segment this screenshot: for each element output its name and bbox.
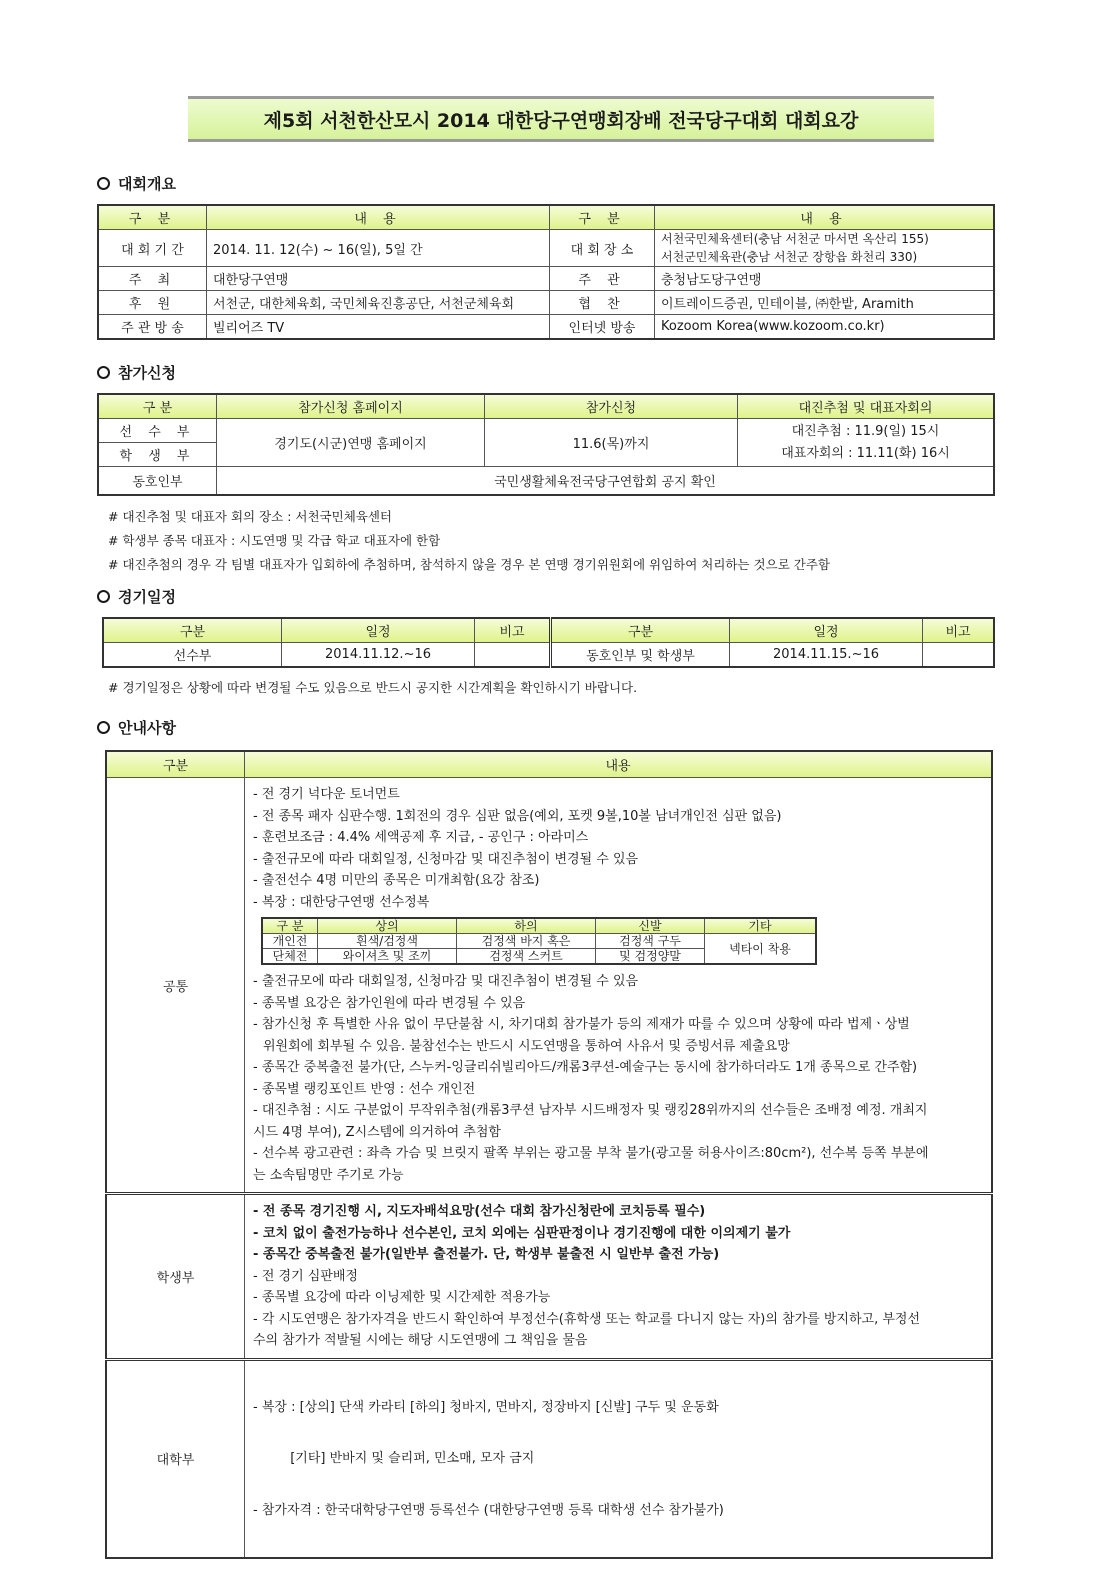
meeting-line: 대표자회의 : 11.11(화) 16시 xyxy=(781,445,950,461)
header-cell: 구분 xyxy=(103,618,282,643)
circle-bullet-icon xyxy=(97,177,110,190)
entry-notes xyxy=(108,505,830,577)
rule-line: - 전 종목 경기진행 시, 지도자배석요망(선수 대회 참가신청란에 코치등록 필수) xyxy=(253,1204,706,1219)
division-cell: 동호인부 xyxy=(98,467,217,496)
schedule-cell: 선수부 xyxy=(103,643,282,668)
header-cell: 비고 xyxy=(475,618,551,643)
schedule-cell: 2014.11.15.~16 xyxy=(730,643,923,668)
dress-cell: 넥타이 착용 xyxy=(705,934,817,965)
rule-line: - 선수복 광고관련 : 좌측 가슴 및 브릿지 팔쪽 부위는 광고물 부착 불가(광고물 허용사이즈:80cm²), 선수복 등쪽 부분에 xyxy=(253,1146,929,1161)
value-cell: 2014. 11. 12(수) ~ 16(일), 5일 간 xyxy=(207,230,550,267)
rule-line: - 출전규모에 따라 대회일정, 신청마감 및 대진추첨이 변경될 수 있음 xyxy=(253,974,639,989)
dress-code-table xyxy=(261,917,817,965)
header-cell: 상의 xyxy=(318,918,457,934)
value-cell: 충청남도당구연맹 xyxy=(655,267,995,291)
rule-line: - 각 시도연맹은 참가자격을 반드시 확인하여 부정선수(휴학생 또는 학교를 다니지 않는 자)의 참가를 방지하고, 부정선 xyxy=(253,1311,921,1327)
division-cell: 학 생 부 xyxy=(98,443,217,467)
dress-cell: 검정색 바지 혹은 xyxy=(457,934,596,949)
rule-line: 수의 참가가 적발될 시에는 해당 시도연맹에 그 책임을 물음 xyxy=(253,1333,588,1348)
rule-line: - 복장 : 대한당구연맹 선수정복 xyxy=(253,894,430,910)
schedule-cell: 2014.11.12.~16 xyxy=(282,643,475,668)
rule-line: - 전 경기 넉다운 토너먼트 xyxy=(253,787,400,802)
rule-line: - 코치 없이 출전가능하나 선수본인, 코치 외에는 심판판정이나 경기진행에 대한 이의제기 불가 xyxy=(253,1225,791,1241)
section-label: 참가신청 xyxy=(118,364,176,382)
label-cell: 주 관 xyxy=(550,267,655,291)
schedule-table xyxy=(102,617,995,668)
rule-line: - 종목별 랭킹포인트 반영 : 선수 개인전 xyxy=(253,1081,476,1097)
schedule-cell: 동호인부 및 학생부 xyxy=(551,643,730,668)
circle-bullet-icon xyxy=(97,366,110,379)
label-cell: 협 찬 xyxy=(550,291,655,315)
venue-line: 서천국민체육센터(충남 서천군 마서면 옥산리 155) xyxy=(661,232,929,246)
label-cell: 인터넷 방송 xyxy=(550,315,655,340)
label-cell: 대 회 기 간 xyxy=(98,230,207,267)
schedule-cell xyxy=(475,643,551,668)
header-cell: 하의 xyxy=(457,918,596,934)
section-entry xyxy=(97,362,176,383)
deadline-cell: 11.6(목)까지 xyxy=(485,419,738,467)
rule-line: 시드 4명 부여), Z시스템에 의거하여 추첨함 xyxy=(253,1124,501,1140)
section-schedule xyxy=(97,586,176,607)
college-content xyxy=(245,1359,993,1558)
rule-line: - 종목간 중복출전 불가(일반부 출전불가. 단, 학생부 불출전 시 일반부 출전 가능) xyxy=(253,1247,720,1262)
header-cell: 대진추첨 및 대표자회의 xyxy=(738,394,995,419)
circle-bullet-icon xyxy=(97,590,110,603)
section-label: 안내사항 xyxy=(118,719,176,737)
value-cell: 대한당구연맹 xyxy=(207,267,550,291)
rule-line: 는 소속팀명만 주기로 가능 xyxy=(253,1167,404,1183)
rule-line: - 전 종목 패자 심판수행. 1회전의 경우 심판 없음(예외, 포켓 9볼,10볼 남녀개인전 심판 없음) xyxy=(253,808,782,824)
dress-cell: 검정색 구두 xyxy=(596,934,705,949)
document-title: 제5회 서천한산모시 2014 대한당구연맹회장배 전국당구대회 대회요강 xyxy=(188,96,934,142)
common-label: 공통 xyxy=(106,778,245,1194)
header-cell: 구 분 xyxy=(98,205,207,230)
label-cell: 후 원 xyxy=(98,291,207,315)
header-cell: 일정 xyxy=(282,618,475,643)
dress-cell: 및 검정양말 xyxy=(596,949,705,965)
note-line: # 대진추첨의 경우 각 팀별 대표자가 입회하에 추첨하며, 참석하지 않을 경우 본 연맹 경기위원회에 위임하여 처리하는 것으로 간주함 xyxy=(108,557,830,572)
value-cell: 이트레이드증권, 민테이블, ㈜한밭, Aramith xyxy=(655,291,995,315)
value-cell: 서천군, 대한체육회, 국민체육진흥공단, 서천군체육회 xyxy=(207,291,550,315)
overview-table xyxy=(97,204,995,340)
guide-table xyxy=(105,750,993,1559)
homepage-cell: 경기도(시군)연맹 홈페이지 xyxy=(217,419,485,467)
draw-line: 대진추첨 : 11.9(일) 15시 xyxy=(791,423,940,439)
header-cell: 신발 xyxy=(596,918,705,934)
schedule-cell xyxy=(923,643,995,668)
dress-cell: 검정색 스커트 xyxy=(457,949,596,965)
student-label: 학생부 xyxy=(106,1194,245,1360)
rule-line: - 종목간 중복출전 불가(단, 스누커-잉글리쉬빌리아드/캐롬3쿠션-예술구는 동시에 참가하더라도 1개 종목으로 간주함) xyxy=(253,1060,918,1075)
dress-row-label: 단체전 xyxy=(262,949,318,965)
header-cell: 참가신청 xyxy=(485,394,738,419)
section-label: 대회개요 xyxy=(118,175,176,193)
rule-line: - 참가신청 후 특별한 사유 없이 무단불참 시, 차기대회 참가불가 등의 제재가 따를 수 있으며 상황에 따라 법제ㆍ상벌 xyxy=(253,1017,910,1032)
value-cell: Kozoom Korea(www.kozoom.co.kr) xyxy=(655,315,995,340)
rule-line: - 출전규모에 따라 대회일정, 신청마감 및 대진추첨이 변경될 수 있음 xyxy=(253,851,639,867)
header-cell: 기타 xyxy=(705,918,817,934)
note-line: # 대진추첨 및 대표자 회의 장소 : 서천국민체육센터 xyxy=(108,509,392,524)
entry-table xyxy=(97,393,995,496)
header-cell: 구 분 xyxy=(262,918,318,934)
venue-line: 서천군민체육관(충남 서천군 장항읍 화천리 330) xyxy=(661,250,918,264)
section-overview xyxy=(97,173,176,194)
student-content xyxy=(245,1194,993,1360)
header-cell: 구 분 xyxy=(550,205,655,230)
label-cell: 주 최 xyxy=(98,267,207,291)
draw-meeting-cell xyxy=(738,419,995,467)
rule-line: - 참가자격 : 한국대학당구연맹 등록선수 (대한당구연맹 등록 대학생 선수 참가불가) xyxy=(253,1502,724,1518)
rule-line: - 전 경기 심판배정 xyxy=(253,1268,358,1284)
header-cell: 구분 xyxy=(551,618,730,643)
rule-line: 위원회에 회부될 수 있음. 불참선수는 반드시 시도연맹을 통하여 사유서 및 증빙서류 제출요망 xyxy=(263,1038,790,1054)
header-cell: 내 용 xyxy=(655,205,995,230)
division-cell: 선 수 부 xyxy=(98,419,217,443)
rule-line: - 대진추첨 : 시도 구분없이 무작위추첨(캐롬3쿠션 남자부 시드배정자 및 랭킹28위까지의 선수들은 조배정 예정. 개최지 xyxy=(253,1103,928,1118)
college-label: 대학부 xyxy=(106,1359,245,1558)
label-cell: 주 관 방 송 xyxy=(98,315,207,340)
notice-cell: 국민생활체육전국당구연합회 공지 확인 xyxy=(217,467,995,496)
value-cell: 빌리어즈 TV xyxy=(207,315,550,340)
header-cell: 내 용 xyxy=(207,205,550,230)
header-cell: 구분 xyxy=(106,751,245,778)
note-line: # 학생부 종목 대표자 : 시도연맹 및 각급 학교 대표자에 한함 xyxy=(108,533,441,548)
dress-cell: 와이셔츠 및 조끼 xyxy=(318,949,457,965)
common-content xyxy=(245,778,993,1194)
rule-line: - 복장 : [상의] 단색 카라티 [하의] 청바지, 면바지, 정장바지 [신발] 구두 및 운동화 xyxy=(253,1399,719,1415)
header-cell: 구 분 xyxy=(98,394,217,419)
rule-line: [기타] 반바지 및 슬리퍼, 민소매, 모자 금지 xyxy=(253,1451,535,1466)
dress-cell: 흰색/검정색 xyxy=(318,934,457,949)
header-cell: 비고 xyxy=(923,618,995,643)
dress-row-label: 개인전 xyxy=(262,934,318,949)
header-cell: 내용 xyxy=(245,751,993,778)
circle-bullet-icon xyxy=(97,721,110,734)
rule-line: - 종목별 요강에 따라 이닝제한 및 시간제한 적용가능 xyxy=(253,1290,551,1305)
section-label: 경기일정 xyxy=(118,588,176,606)
venue-cell xyxy=(655,230,995,267)
rule-line: - 훈련보조금 : 4.4% 세액공제 후 지급, - 공인구 : 아라미스 xyxy=(253,830,589,845)
section-guide xyxy=(97,717,176,738)
header-cell: 참가신청 홈페이지 xyxy=(217,394,485,419)
header-cell: 일정 xyxy=(730,618,923,643)
rule-line: - 종목별 요강은 참가인원에 따라 변경될 수 있음 xyxy=(253,995,526,1011)
rule-line: - 출전선수 4명 미만의 종목은 미개최함(요강 참조) xyxy=(253,873,540,888)
label-cell: 대 회 장 소 xyxy=(550,230,655,267)
schedule-note: # 경기일정은 상황에 따라 변경될 수도 있음으로 반드시 공지한 시간계획을 확인하시기 바랍니다. xyxy=(108,680,638,695)
